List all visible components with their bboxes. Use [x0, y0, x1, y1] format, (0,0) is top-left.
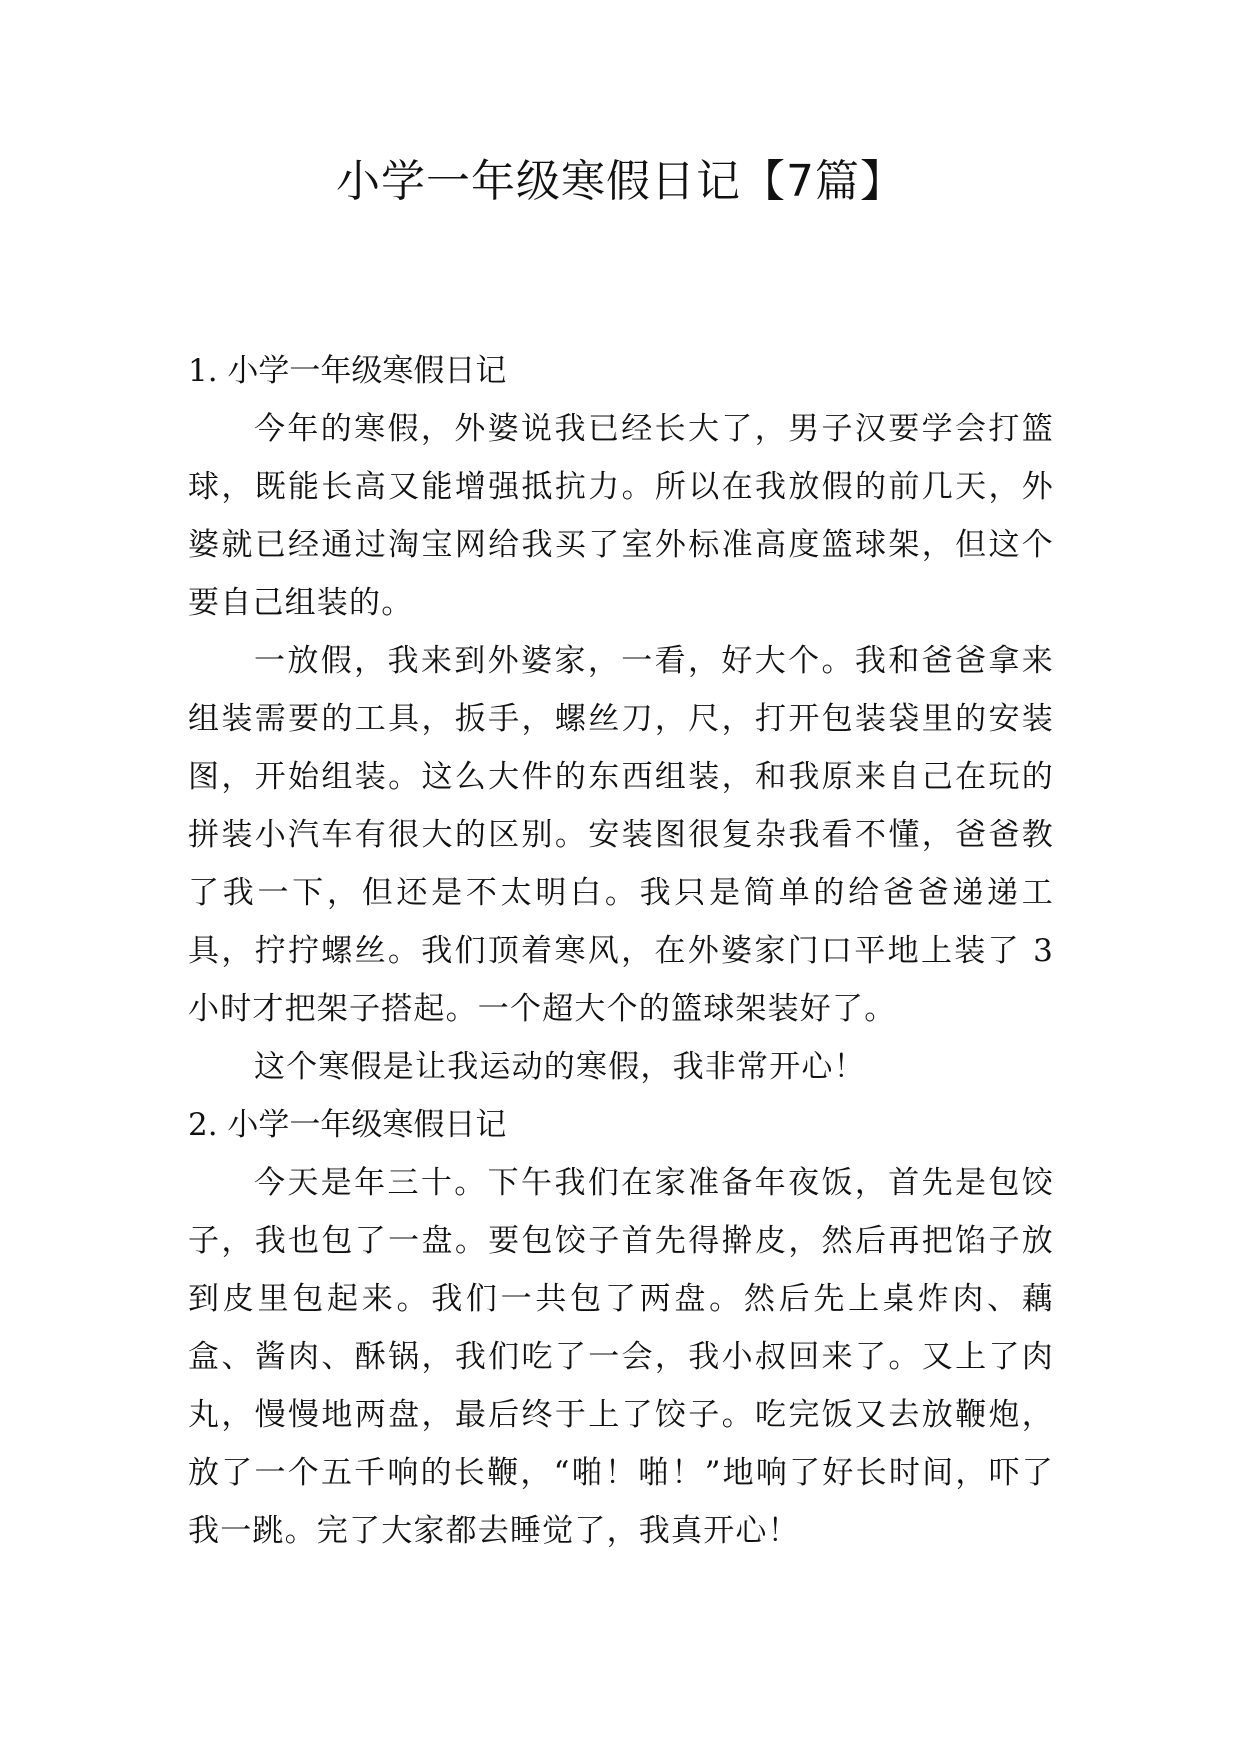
- section-heading: 1. 小学一年级寒假日记: [188, 353, 507, 389]
- paragraph: 一放假，我来到外婆家，一看，好大个。我和爸爸拿来组装需要的工具，扳手，螺丝刀，尺，打开包装袋里的安装图，开始组装。这么大件的东西组装，和我原来自己在玩的拼装小汽车有很大的区别。安装图很复杂我看不懂，爸爸教了我一下，但还是不太明白。我只是简单的给爸爸递递工具，拧拧螺丝。我们顶着寒风，在外婆家门口平地上装了 3 小时才把架子搭起。一个超大个的篮球架装好了。: [188, 643, 1054, 1027]
- diary-section-1: [188, 342, 1054, 1096]
- paragraph: 今天是年三十。下午我们在家准备年夜饭，首先是包饺子，我也包了一盘。要包饺子首先得擀皮，然后再把馅子放到皮里包起来。我们一共包了两盘。然后先上桌炸肉、藕盒、酱肉、酥锅，我们吃了一会，我小叔回来了。又上了肉丸，慢慢地两盘，最后终于上了饺子。吃完饭又去放鞭炮，放了一个五千响的长鞭，“啪！啪！”地响了好长时间，吓了我一跳。完了大家都去睡觉了，我真开心！: [188, 1165, 1054, 1549]
- section-heading: 2. 小学一年级寒假日记: [188, 1107, 507, 1143]
- diary-section-2: [188, 1096, 1054, 1560]
- paragraph: 这个寒假是让我运动的寒假，我非常开心！: [254, 1049, 866, 1085]
- paragraph: 今年的寒假，外婆说我已经长大了，男子汉要学会打篮球，既能长高又能增强抵抗力。所以在我放假的前几天，外婆就已经通过淘宝网给我买了室外标准高度篮球架，但这个要自己组装的。: [188, 411, 1054, 621]
- document-title: 小学一年级寒假日记【7篇】: [336, 156, 905, 207]
- document-body: [188, 342, 1054, 1560]
